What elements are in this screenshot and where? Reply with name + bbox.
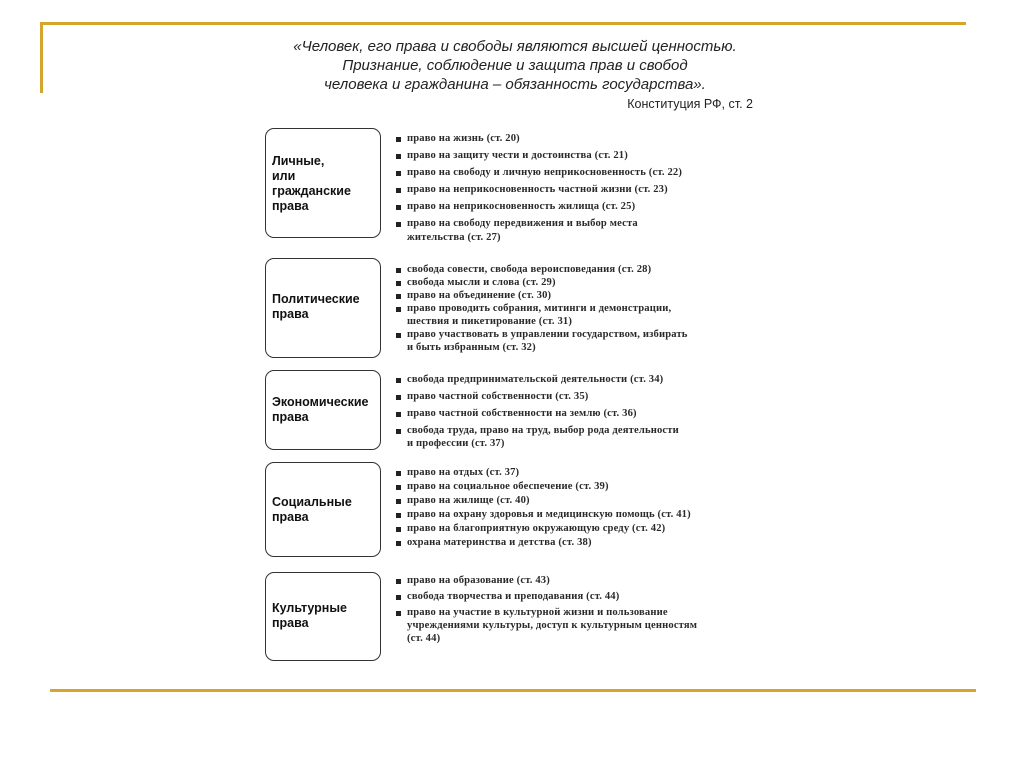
rights-list-economic [395,374,775,455]
list-item: право на свободу передвижения и выбор места [395,218,775,230]
list-item-continuation: учреждениями культуры, доступ к культурным ценностям [407,620,698,631]
list-item-continuation: шествия и пикетирование (ст. 31) [407,316,573,327]
list-item: право на жизнь (ст. 20) [395,133,775,145]
list-item: свобода мысли и слова (ст. 29) [395,277,775,290]
category-box-social [265,462,381,557]
label-line: гражданские [272,184,351,198]
quote-line: Признание, соблюдение и защита прав и свобод [342,57,688,74]
label-line: или [272,169,296,183]
list-item: свобода предпринимательской деятельности (ст. 34) [395,374,775,386]
quote-line: «Человек, его права и свободы являются высшей ценностью. [293,38,737,55]
list-item: право на благоприятную окружающую среду (ст. 42) [395,523,775,536]
list-item: право на охрану здоровья и медицинскую помощь (ст. 41) [395,509,775,522]
top-accent-line [40,22,966,25]
scanned-page [255,32,775,672]
label-line: Экономические [272,395,369,409]
list-item: свобода совести, свобода вероисповедания (ст. 28) [395,264,775,277]
left-accent-line [40,22,43,93]
list-item: свобода труда, право на труд, выбор рода деятельности [395,425,775,437]
list-item: право на участие в культурной жизни и пользование [395,607,775,620]
list-item-continuation: и быть избранным (ст. 32) [407,342,536,353]
list-item: право на образование (ст. 43) [395,575,775,588]
label-line: Политические [272,292,360,306]
rights-list-political [395,264,775,355]
bottom-accent-line [50,689,976,692]
category-box-economic [265,370,381,450]
list-item: право на жилище (ст. 40) [395,495,775,508]
list-item: право частной собственности (ст. 35) [395,391,775,403]
list-item: право на свободу и личную неприкосновенность (ст. 22) [395,167,775,179]
category-label [272,601,347,631]
label-line: Личные, [272,154,325,168]
label-line: права [272,410,309,424]
label-line: права [272,199,309,213]
category-label [272,495,352,525]
category-label [272,292,360,322]
list-item: право участвовать в управлении государством, избирать [395,329,775,342]
category-label [272,395,368,425]
rights-list-social [395,467,775,550]
constitution-quote [255,37,775,94]
list-item: свобода творчества и преподавания (ст. 44) [395,591,775,604]
list-item-continuation: и профессии (ст. 37) [407,438,505,449]
list-item: право проводить собрания, митинги и демонстрации, [395,303,775,316]
quote-line: человека и гражданина – обязанность государства». [324,76,706,93]
list-item: право на объединение (ст. 30) [395,290,775,303]
list-item: право на социальное обеспечение (ст. 39) [395,481,775,494]
rights-list-cultural [395,575,775,646]
list-item: право частной собственности на землю (ст. 36) [395,408,775,420]
list-item-continuation: (ст. 44) [407,633,441,644]
label-line: Культурные [272,601,347,615]
list-item: право на отдых (ст. 37) [395,467,775,480]
list-item: право на неприкосновенность жилища (ст. 25) [395,201,775,213]
list-item: право на неприкосновенность частной жизни (ст. 23) [395,184,775,196]
label-line: Социальные [272,495,352,509]
label-line: права [272,510,309,524]
label-line: права [272,307,309,321]
rights-list-personal [395,133,775,249]
list-item: охрана материнства и детства (ст. 38) [395,537,775,550]
category-label [272,154,351,214]
list-item: право на защиту чести и достоинства (ст. 21) [395,150,775,162]
list-item-continuation: жительства (ст. 27) [407,232,501,243]
category-box-personal [265,128,381,238]
label-line: права [272,616,309,630]
category-box-political [265,258,381,358]
category-box-cultural [265,572,381,661]
quote-source: Конституция РФ, ст. 2 [627,97,753,111]
